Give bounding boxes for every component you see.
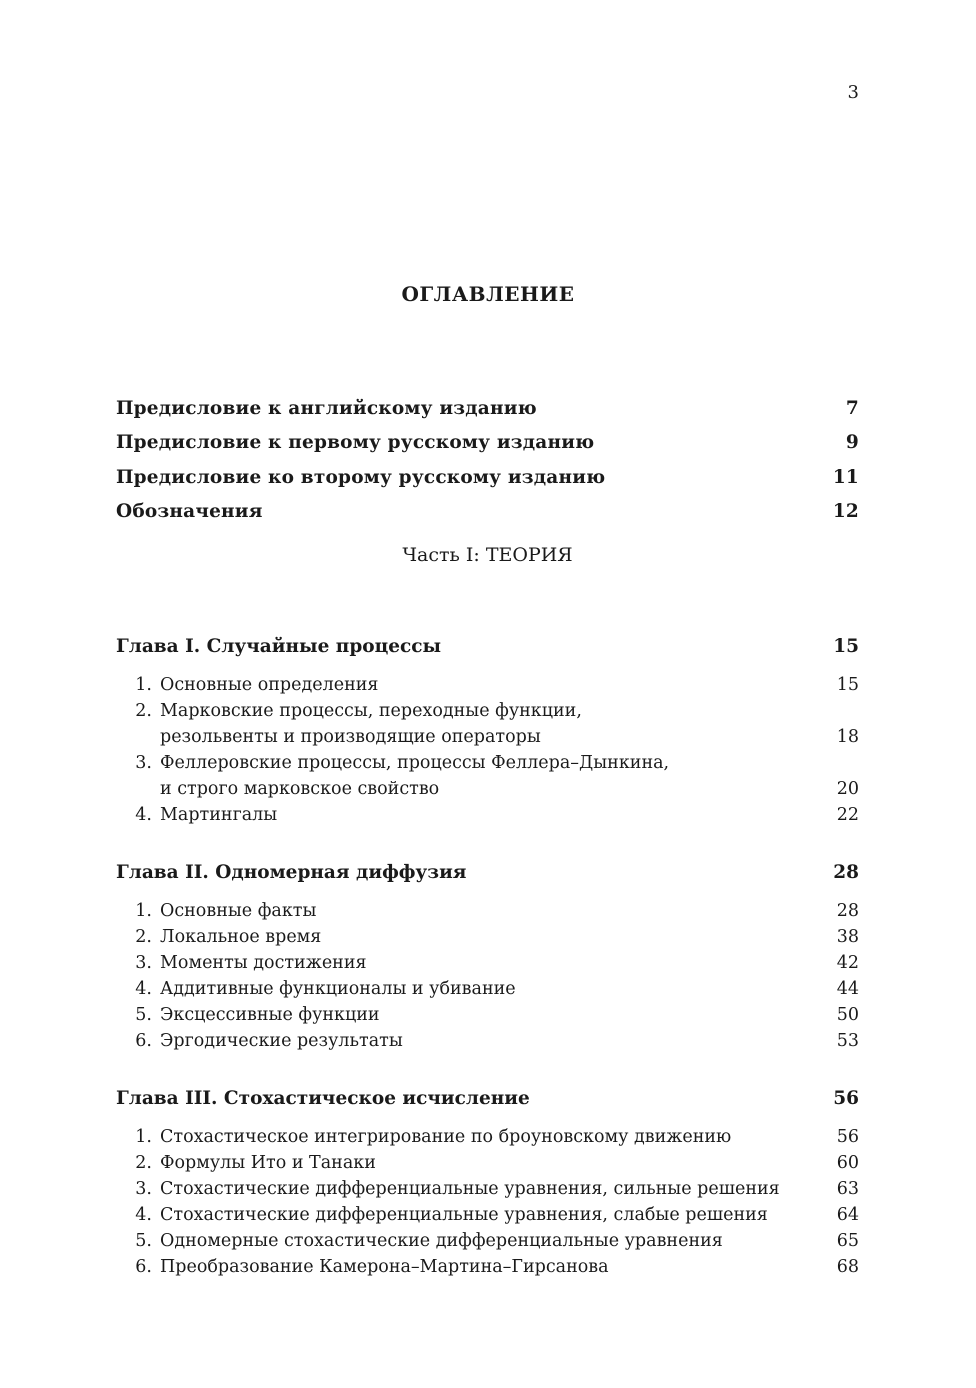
section-page: 44 xyxy=(836,979,859,999)
section-title: Одномерные стохастические дифференциальные уравнения xyxy=(160,1231,723,1251)
toc-entry-preface-second-russian[interactable] xyxy=(116,453,859,488)
chapter-page: 15 xyxy=(833,636,859,657)
section-page: 50 xyxy=(836,1005,859,1025)
section-page: 15 xyxy=(836,675,859,695)
section-title-continued: и строго марковское свойство xyxy=(160,779,440,799)
section-entry[interactable] xyxy=(116,1228,859,1254)
section-number: 4. xyxy=(135,805,152,825)
section-number: 4. xyxy=(135,979,152,999)
section-title: Феллеровские процессы, процессы Феллера–Дынкина, xyxy=(160,753,670,773)
section-number: 6. xyxy=(135,1257,152,1277)
section-number: 2. xyxy=(135,1153,152,1173)
section-entry[interactable] xyxy=(116,750,859,802)
section-page: 60 xyxy=(836,1153,859,1173)
section-page: 18 xyxy=(836,727,859,747)
chapter-title: Глава III. Стохастическое исчисление xyxy=(116,1088,530,1109)
toc-content xyxy=(116,384,859,1280)
section-entry[interactable] xyxy=(116,1124,859,1150)
section-entry[interactable] xyxy=(116,672,859,698)
chapter-title: Глава I. Случайные процессы xyxy=(116,636,442,657)
chapter-3 xyxy=(116,1084,859,1280)
toc-entry-notation[interactable] xyxy=(116,488,859,523)
section-entry[interactable] xyxy=(116,924,859,950)
section-list xyxy=(116,898,859,1054)
section-number: 1. xyxy=(135,901,152,921)
section-title: Эксцессивные функции xyxy=(160,1005,380,1025)
section-title: Формулы Ито и Танаки xyxy=(160,1153,376,1173)
section-title: Стохастическое интегрирование по броуновскому движению xyxy=(160,1127,732,1147)
toc-entry-title: Обозначения xyxy=(116,501,263,522)
section-title: Мартингалы xyxy=(160,805,278,825)
section-title: Стохастические дифференциальные уравнения, слабые решения xyxy=(160,1205,768,1225)
chapter-title: Глава II. Одномерная диффузия xyxy=(116,862,467,883)
section-title: Основные факты xyxy=(160,901,317,921)
toc-entry-page: 9 xyxy=(845,432,859,453)
section-entry[interactable] xyxy=(116,976,859,1002)
section-number: 6. xyxy=(135,1031,152,1051)
section-page: 53 xyxy=(836,1031,859,1051)
toc-entry-page: 7 xyxy=(845,397,859,419)
section-page: 42 xyxy=(836,953,859,973)
toc-entry-preface-english[interactable] xyxy=(116,384,859,419)
section-number: 1. xyxy=(135,1127,152,1147)
toc-title: ОГЛАВЛЕНИЕ xyxy=(401,282,575,306)
section-title: Стохастические дифференциальные уравнения, сильные решения xyxy=(160,1179,780,1199)
section-entry[interactable] xyxy=(116,950,859,976)
section-number: 3. xyxy=(135,753,152,773)
section-page: 56 xyxy=(836,1127,859,1147)
chapter-heading[interactable] xyxy=(116,858,859,888)
section-page: 68 xyxy=(836,1257,859,1277)
page-number: 3 xyxy=(847,82,859,103)
section-entry[interactable] xyxy=(116,1028,859,1054)
section-entry[interactable] xyxy=(116,1150,859,1176)
section-entry[interactable] xyxy=(116,1202,859,1228)
section-number: 5. xyxy=(135,1005,152,1025)
section-entry[interactable] xyxy=(116,698,859,750)
section-entry[interactable] xyxy=(116,1254,859,1280)
section-number: 3. xyxy=(135,953,152,973)
section-title: Преобразование Камерона–Мартина–Гирсанова xyxy=(160,1257,609,1277)
toc-entry-page: 12 xyxy=(832,501,859,522)
section-page: 38 xyxy=(836,927,859,947)
chapter-heading[interactable] xyxy=(116,632,859,662)
section-number: 1. xyxy=(135,675,152,695)
section-page: 22 xyxy=(836,805,859,825)
section-page: 65 xyxy=(836,1231,859,1251)
section-entry[interactable] xyxy=(116,802,859,828)
toc-entry-page: 11 xyxy=(832,466,859,488)
section-entry[interactable] xyxy=(116,1176,859,1202)
section-title: Моменты достижения xyxy=(160,953,367,973)
chapter-heading[interactable] xyxy=(116,1084,859,1114)
toc-entry-title: Предисловие ко второму русскому изданию xyxy=(116,466,606,488)
toc-entry-preface-first-russian[interactable] xyxy=(116,419,859,454)
toc-entry-title: Предисловие к английскому изданию xyxy=(116,397,537,419)
section-page: 20 xyxy=(836,779,859,799)
section-number: 3. xyxy=(135,1179,152,1199)
section-entry[interactable] xyxy=(116,1002,859,1028)
chapter-page: 56 xyxy=(833,1088,859,1109)
section-list xyxy=(116,672,859,828)
section-title-continued: резольвенты и производящие операторы xyxy=(160,727,541,747)
section-title: Основные определения xyxy=(160,675,379,695)
section-entry[interactable] xyxy=(116,898,859,924)
section-number: 2. xyxy=(135,701,152,721)
section-number: 2. xyxy=(135,927,152,947)
section-page: 63 xyxy=(836,1179,859,1199)
section-page: 28 xyxy=(836,901,859,921)
section-page: 64 xyxy=(836,1205,859,1225)
section-number: 4. xyxy=(135,1205,152,1225)
section-title: Эргодические результаты xyxy=(160,1031,403,1051)
chapter-1 xyxy=(116,632,859,828)
chapter-page: 28 xyxy=(833,862,859,883)
section-title: Марковские процессы, переходные функции, xyxy=(160,701,582,721)
chapter-2 xyxy=(116,858,859,1054)
section-list xyxy=(116,1124,859,1280)
section-number: 5. xyxy=(135,1231,152,1251)
section-title: Локальное время xyxy=(160,927,322,947)
toc-entry-title: Предисловие к первому русскому изданию xyxy=(116,432,595,453)
section-title: Аддитивные функционалы и убивание xyxy=(160,979,516,999)
part-title: Часть I: ТЕОРИЯ xyxy=(402,544,573,566)
